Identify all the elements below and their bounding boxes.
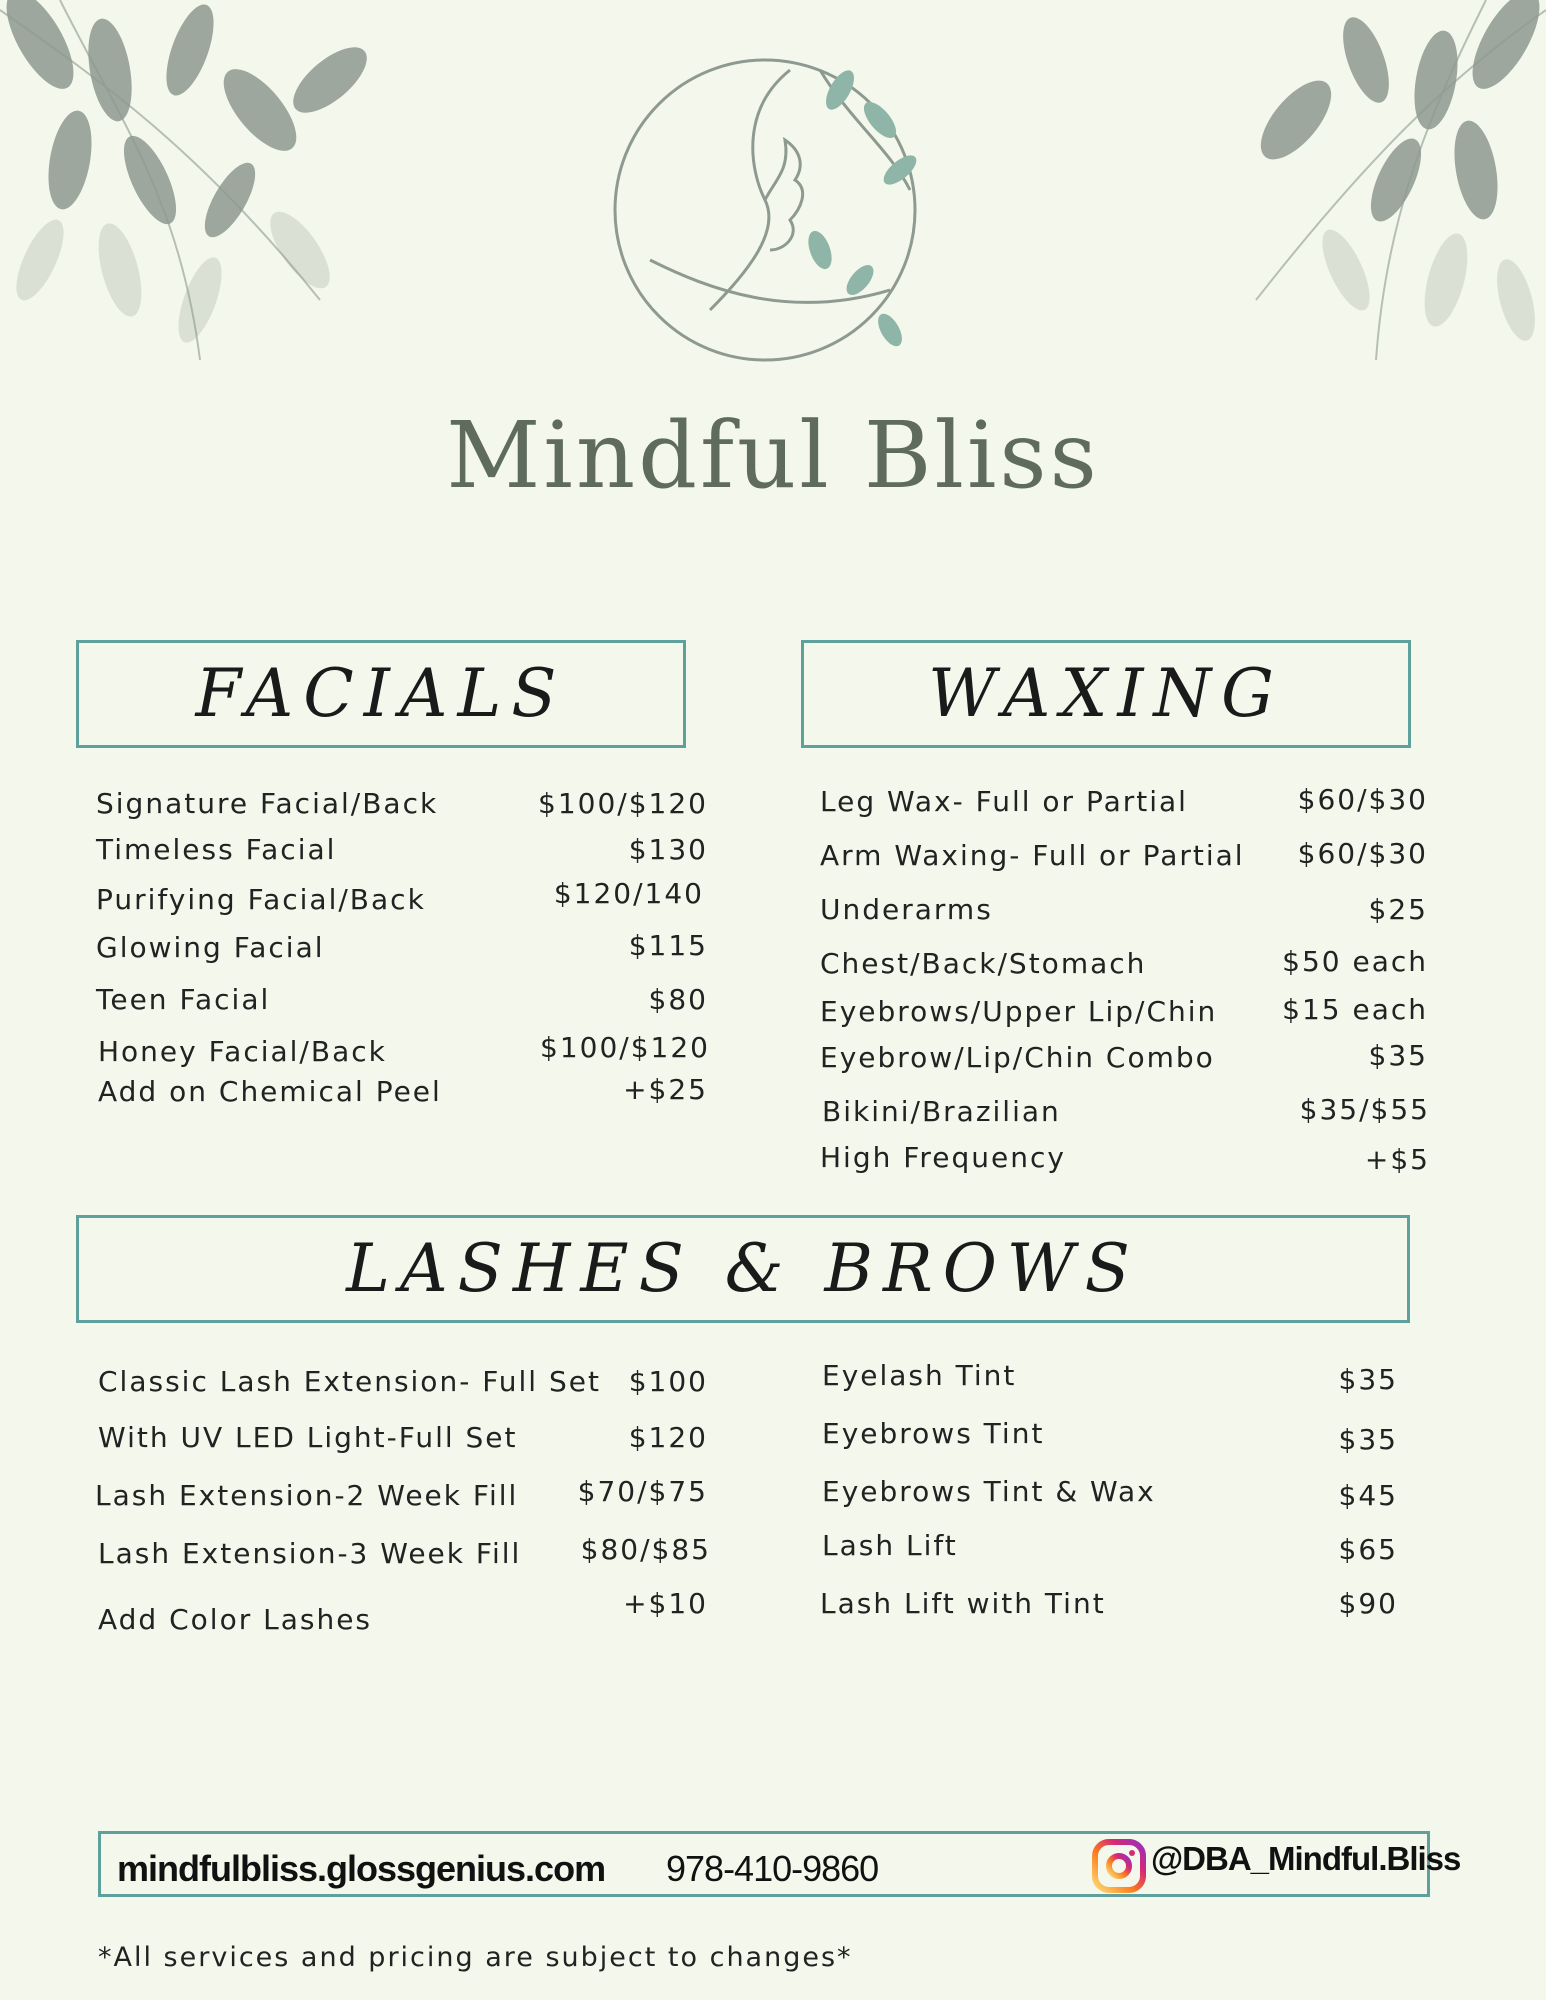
list-item-label: Lash Extension-2 Week Fill (95, 1479, 519, 1512)
waxing-title: WAXING (928, 655, 1284, 732)
list-item-price: $120 (628, 1421, 708, 1454)
disclaimer-text: *All services and pricing are subject to changes* (98, 1942, 853, 1973)
list-item-label: Eyelash Tint (822, 1359, 1017, 1392)
list-item-label: Underarms (820, 893, 993, 926)
list-item-price: $115 (628, 929, 708, 962)
list-item-label: Arm Waxing- Full or Partial (820, 839, 1245, 872)
list-item-price: $50 each (1282, 945, 1428, 978)
list-item-price: $100/$120 (540, 1031, 710, 1064)
list-item-price: $120/140 (553, 877, 704, 910)
list-item-price: $35/$55 (1299, 1093, 1430, 1126)
list-item-price: $90 (1338, 1587, 1398, 1620)
list-item-label: Purifying Facial/Back (96, 883, 426, 916)
list-item-price: $45 (1338, 1479, 1398, 1512)
list-item-price: $35 (1368, 1039, 1428, 1072)
list-item-label: Eyebrow/Lip/Chin Combo (820, 1041, 1215, 1074)
facials-header (76, 640, 686, 748)
list-item-label: Teen Facial (96, 983, 271, 1016)
list-item-price: $35 (1338, 1363, 1398, 1396)
instagram-icon[interactable] (1091, 1838, 1147, 1894)
list-item-price: +$25 (623, 1073, 708, 1106)
lashes-brows-title: LASHES & BROWS (346, 1230, 1140, 1307)
list-item-price: $60/$30 (1297, 783, 1428, 816)
list-item-label: Chest/Back/Stomach (820, 947, 1147, 980)
list-item-label: Lash Extension-3 Week Fill (98, 1537, 522, 1570)
facials-title: FACIALS (195, 655, 567, 732)
list-item-label: High Frequency (820, 1141, 1066, 1174)
list-item-label: Honey Facial/Back (98, 1035, 387, 1068)
list-item-label: Timeless Facial (96, 833, 337, 866)
website-link[interactable]: mindfulbliss.glossgenius.com (117, 1848, 606, 1889)
list-item-price: $80/$85 (580, 1533, 711, 1566)
list-item-price: $80 (648, 983, 708, 1016)
list-item-label: Signature Facial/Back (96, 787, 439, 820)
leaf-decoration-right (1146, 0, 1546, 400)
list-item-price: $35 (1338, 1423, 1398, 1456)
instagram-handle[interactable]: @DBA_Mindful.Bliss (1151, 1840, 1461, 1877)
list-item-price: $100/$120 (538, 787, 708, 820)
list-item-label: Eyebrows Tint (822, 1417, 1045, 1450)
list-item-label: Classic Lash Extension- Full Set (98, 1365, 601, 1398)
list-item-price: +$10 (623, 1587, 708, 1620)
list-item-price: $60/$30 (1297, 837, 1428, 870)
list-item-label: Glowing Facial (96, 931, 325, 964)
waxing-header (801, 640, 1411, 748)
list-item-price: $65 (1338, 1533, 1398, 1566)
list-item-price: $25 (1368, 893, 1428, 926)
list-item-price: $130 (628, 833, 708, 866)
list-item-label: Lash Lift with Tint (820, 1587, 1106, 1620)
list-item-price: $70/$75 (577, 1475, 708, 1508)
lashes-brows-header (76, 1215, 1410, 1323)
list-item-label: Bikini/Brazilian (822, 1095, 1061, 1128)
logo-face-icon (590, 30, 960, 380)
list-item-price: $15 each (1282, 993, 1428, 1026)
list-item-label: Add Color Lashes (98, 1603, 373, 1636)
leaf-decoration-left (0, 0, 430, 400)
phone-number[interactable]: 978-410-9860 (666, 1848, 879, 1889)
contact-footer (98, 1831, 1461, 1897)
list-item-price: +$5 (1364, 1143, 1430, 1176)
list-item-price: $100 (628, 1365, 708, 1398)
list-item-label: Lash Lift (822, 1529, 958, 1562)
list-item-label: Eyebrows/Upper Lip/Chin (820, 995, 1218, 1028)
list-item-label: Eyebrows Tint & Wax (822, 1475, 1156, 1508)
list-item-label: Add on Chemical Peel (98, 1075, 442, 1108)
list-item-label: With UV LED Light-Full Set (98, 1421, 518, 1454)
list-item-label: Leg Wax- Full or Partial (820, 785, 1188, 818)
brand-name: Mindful Bliss (446, 402, 1100, 509)
